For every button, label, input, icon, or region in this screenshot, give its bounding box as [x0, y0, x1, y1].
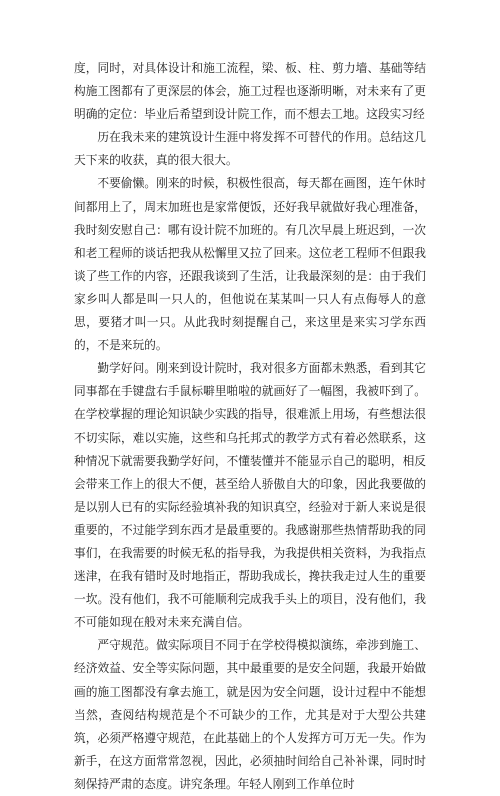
- paragraph-continuation: 度，同时，对具体设计和施工流程，梁、板、柱、剪力墙、基础等结构施工图都有了更深层的体会，施工过程也逐渐明晰，对未来有了更明确的定位：毕业后希望到设计院工作，而不想去工地。这段实习经: [74, 61, 426, 122]
- paragraph-no-laziness: 不要偷懒。刚来的时候，积极性很高，每天都在画图，连午休时间都用上了，周末加班也是家常便饭，还好我早就做好我心理准备，我时刻安慰自己：哪有设计院不加班的。有几次早晨上班迟到，一次和老工程师的谈话把我从松懈里又拉了回来。这位老工程师不但跟我谈了些工作的内容，还跟我谈到了生活，让我最深刻的是：由于我们家乡叫人都是叫一只人的，但他说在某某叫一只人有点侮辱人的意思，要猪才叫一只。从此我时刻提醒自己，来这里是来实习学东西的，不是来玩的。: [74, 176, 426, 353]
- paragraph-harvest-summary: 历在我未来的建筑设计生涯中将发挥不可替代的作用。总结这几天下来的收获，真的很大很大。: [74, 130, 426, 168]
- paragraph-follow-standards: 严守规范。做实际项目不同于在学校得模拟演练，牵涉到施工、经济效益、安全等实际问题，其中最重要的是安全问题，我最开始做画的施工图都没有拿去施工，就是因为安全问题，设计过程中不能想当然，查阅结构规范是个不可缺少的工作，尤其是对于大型公共建筑，必须严格遵守规范，在此基础上的个人发挥方可万无一失。作为新手，在这方面常常忽视，因此，必须抽时间给自己补补课，同时时刻保持严肃的态度。讲究条理。年轻人刚到工作单位时: [74, 638, 426, 791]
- document-body: [74, 57, 426, 796]
- paragraph-study-and-ask: 勤学好问。刚来到设计院时，我对很多方面都未熟悉，看到其它同事都在手键盘右手鼠标噼里啪啦的就画好了一幅图，我被吓到了。在学校掌握的理论知识缺少实践的指导，很难派上用场，有些想法很不切实际，难以实施，这些和乌托邦式的教学方式有着必然联系，这种情况下就需要我勤学好问，不懂装懂并不能显示自己的聪明，相反会带来工作上的很大不便，甚至给人骄傲自大的印象，因此我要做的是以别人已有的实际经验填补我的知识真空，经验对于新人来说是很重要的，不过能学到东西才是最重要的。我感谢那些热情帮助我的同事们，在我需要的时候无私的指导我，为我提供相关资料，为我指点迷津，在我有错时及时地指正，帮助我成长，搀扶我走过人生的重要一坎。没有他们，我不可能顺利完成我手头上的项目，没有他们，我不可能如现在般对未来充满自信。: [74, 361, 426, 630]
